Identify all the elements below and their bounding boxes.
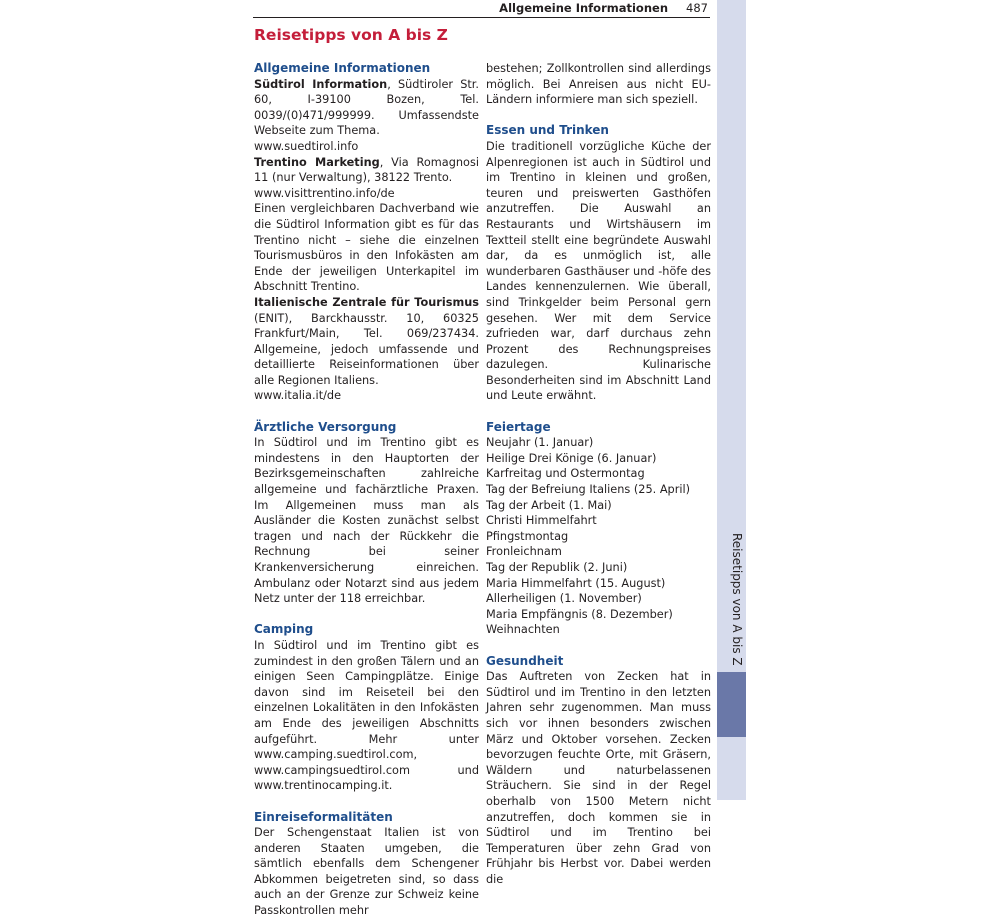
section-heading: Essen und Trinken bbox=[486, 123, 609, 138]
holiday-list bbox=[486, 435, 711, 638]
org-name: Italienische Zentrale für Tourismus bbox=[254, 295, 479, 309]
page-number: 487 bbox=[686, 1, 708, 15]
list-item: Pfingstmontag bbox=[486, 529, 569, 543]
list-item: Karfreitag und Ostermontag bbox=[486, 467, 645, 481]
section-einreiseformalitaeten bbox=[254, 810, 479, 919]
section-aerztliche-versorgung bbox=[254, 420, 479, 607]
section-heading: Camping bbox=[254, 622, 314, 637]
paragraph-continuation: bestehen; Zollkontrollen sind allerdings möglich. Bei Anreisen aus nicht EU-Ländern informiere man sich speziell. bbox=[486, 62, 711, 107]
running-header bbox=[253, 0, 710, 18]
list-item: Christi Himmelfahrt bbox=[486, 514, 597, 528]
website-link[interactable]: www.suedtirol.info bbox=[254, 139, 359, 153]
paragraph: In Südtirol und im Trentino gibt es zumindest in den großen Tälern und an einigen Seen Campingplätze. Einige davon sind im Reiseteil bei den einzelnen Lokalitäten in den Infokästen am Ende des jeweiligen Abschnitts aufgeführt. Mehr unter www.camping.suedtirol.com, www.campingsuedtirol.com und www.trentinocamping.it. bbox=[254, 638, 479, 793]
entry-trentino-marketing bbox=[254, 155, 479, 186]
paragraph: Der Schengenstaat Italien ist von anderen Staaten umgeben, die sämtlich ebenfalls dem Schengener Abkommen beigetreten sind, so dass auch an der Grenze zur Schweiz keine Passkontrollen mehr bbox=[254, 826, 479, 918]
org-name: Trentino Marketing bbox=[254, 155, 380, 169]
header-title: Allgemeine Informationen bbox=[499, 1, 668, 15]
right-column bbox=[486, 61, 711, 887]
list-item: Heilige Drei Könige (6. Januar) bbox=[486, 451, 657, 465]
paragraph: Das Auftreten von Zecken hat in Südtirol und im Trentino in den letzten Jahren sehr zugenommen. Man muss sich vor ihnen besonders zwischen März und Oktober vorsehen. Zecken bevorzugen feuchte Orte, mit Gräsern, Wäldern und naturbelassenen Sträuchern. Sie sind in der Regel oberhalb von 1500 Metern nicht anzutreffen, doch kommen sie in Südtirol und im Trentino bei Temperaturen über zehn Grad von Frühjahr bis Herbst vor. Dabei werden die bbox=[486, 670, 711, 886]
org-name: Südtirol Information bbox=[254, 77, 388, 91]
entry-suedtirol-information bbox=[254, 77, 479, 139]
entry-enit bbox=[254, 295, 479, 389]
list-item: Allerheiligen (1. November) bbox=[486, 592, 642, 606]
section-gesundheit bbox=[486, 654, 711, 888]
section-feiertage bbox=[486, 420, 711, 638]
list-item: Fronleichnam bbox=[486, 545, 562, 559]
org-details: (ENIT), Barckhausstr. 10, 60325 Frankfurt/Main, Tel. 069/237434. Allgemeine, jedoch umfassende und detaillierte Reiseinformationen über alle Regionen Italiens. bbox=[254, 311, 479, 387]
section-heading: Feiertage bbox=[486, 419, 551, 434]
left-column bbox=[254, 61, 479, 919]
list-item: Maria Empfängnis (8. Dezember) bbox=[486, 607, 673, 621]
section-allgemeine-informationen bbox=[254, 61, 479, 404]
website-link[interactable]: www.visittrentino.info/de bbox=[254, 186, 395, 200]
section-heading: Gesundheit bbox=[486, 653, 564, 668]
section-heading: Allgemeine Informationen bbox=[254, 61, 431, 75]
list-item: Tag der Befreiung Italiens (25. April) bbox=[486, 483, 691, 497]
list-item: Tag der Arbeit (1. Mai) bbox=[486, 498, 612, 512]
side-tab-marker bbox=[717, 672, 746, 737]
paragraph: In Südtirol und im Trentino gibt es mindestens in den Hauptorten der Bezirksgemeinschaften zahlreiche allgemeine und fachärztliche Praxen. Im Allgemeinen muss man als Ausländer die Kosten zunächst selbst tragen und nach der Rückkehr die Rechnung bei seiner Krankenversicherung einreichen. Ambulanz oder Notarzt sind aus jedem Netz unter der 118 erreichbar. bbox=[254, 436, 479, 606]
list-item: Maria Himmelfahrt (15. August) bbox=[486, 576, 666, 590]
section-camping bbox=[254, 622, 479, 794]
section-heading: Ärztliche Versorgung bbox=[254, 419, 397, 434]
list-item: Tag der Republik (2. Juni) bbox=[486, 561, 628, 574]
list-item: Neujahr (1. Januar) bbox=[486, 436, 594, 450]
chapter-title: Reisetipps von A bis Z bbox=[254, 26, 448, 44]
website-link[interactable]: www.italia.it/de bbox=[254, 389, 342, 403]
org-details: , Via Romagnosi 11 (nur Verwaltung), 38122 Trento. bbox=[254, 155, 479, 185]
side-tab-label: Reisetipps von A bis Z bbox=[730, 533, 744, 666]
org-details: , Südtiroler Str. 60, I-39100 Bozen, Tel. 0039/(0)471/999999. Umfassendste Webseite zum Thema. bbox=[254, 77, 479, 138]
section-heading: Einreiseformalitäten bbox=[254, 809, 393, 824]
section-essen-und-trinken bbox=[486, 123, 711, 404]
paragraph: Die traditionell vorzügliche Küche der Alpenregionen ist auch in Südtirol und im Trentino in kleinen und großen, teuren und preiswerten Gasthöfen anzutreffen. Die Auswahl an Restaurants und Wirtshäusern im Textteil stellt eine begründete Auswahl dar, da es unmöglich ist, alle wunderbaren Gasthäuser und -höfe des Landes kennenzulernen. Wie überall, sind Trinkgelder beim Personal gern gesehen. Wer mit dem Service zufrieden war, darf durchaus zehn Prozent des Rechnungspreises dazulegen. Kulinarische Besonderheiten sind im Abschnitt Land und Leute erwähnt. bbox=[486, 139, 711, 403]
paragraph: Einen vergleichbaren Dachverband wie die Südtirol Information gibt es für das Trentino nicht – siehe die einzelnen Tourismusbüros in den Infokästen am Ende der jeweiligen Unterkapitel im Abschnitt Trentino. bbox=[254, 202, 479, 294]
list-item: Weihnachten bbox=[486, 623, 560, 637]
